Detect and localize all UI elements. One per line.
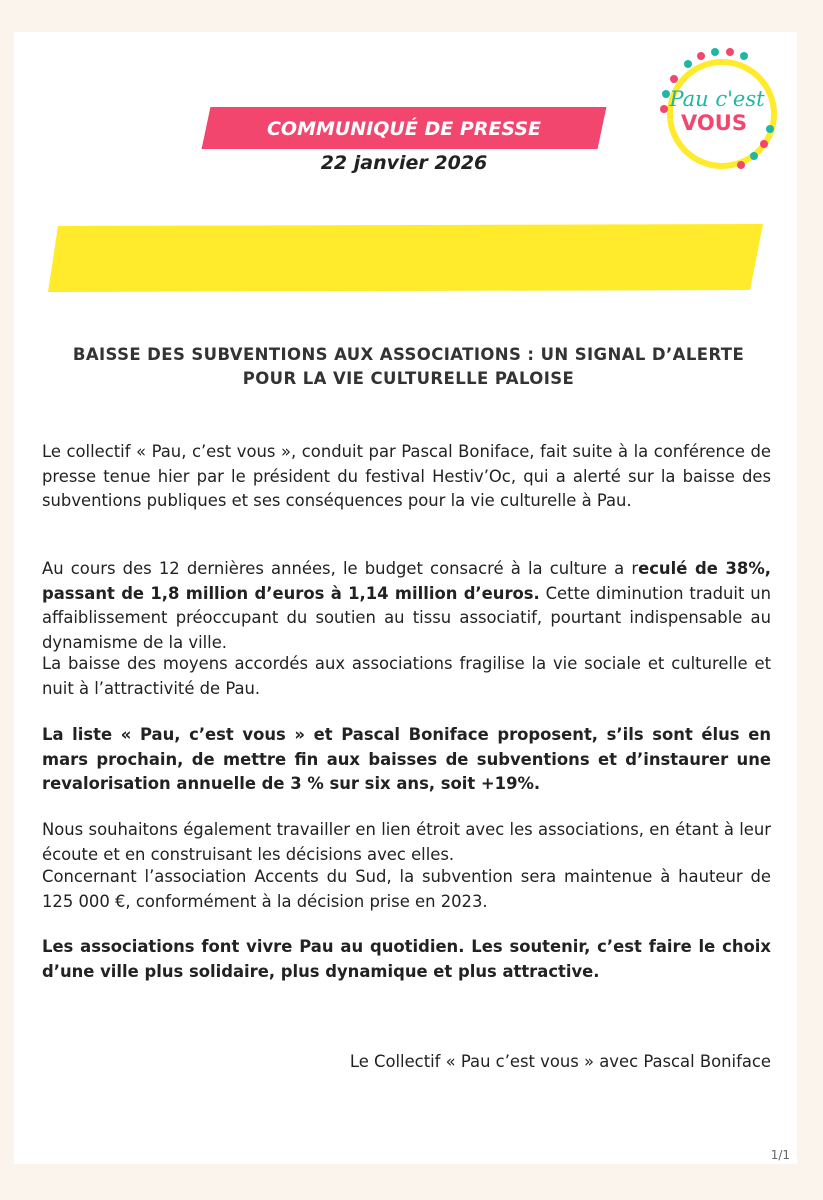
headline-line2: POUR LA VIE CULTURELLE PALOISE	[242, 369, 575, 388]
signature: Le Collectif « Pau c’est vous » avec Pascal Boniface	[349, 1052, 771, 1071]
headline-line1: BAISSE DES SUBVENTIONS AUX ASSOCIATIONS : UN SIGNAL D’ALERTE	[72, 345, 745, 364]
press-release-title: COMMUNIQUÉ DE PRESSE	[266, 118, 542, 140]
page-number: 1/1	[770, 1148, 790, 1162]
pau-cest-vous-logo	[650, 44, 785, 174]
logo-text-line2: VOUS	[681, 111, 747, 135]
headline	[50, 343, 767, 391]
press-release-date: 22 janvier 2026	[320, 152, 488, 174]
paragraph-conclusion: Les associations font vivre Pau au quotidien. Les soutenir, c’est faire le choix d’une ville plus solidaire, plus dynamique et plus attractive.	[42, 937, 771, 981]
paragraph-budget-part2: Cette diminution traduit un affaiblissement préoccupant du soutien au tissu associatif, pourtant indispensable au dynamisme de la ville.	[42, 583, 771, 652]
paragraph-proposal: La liste « Pau, c’est vous » et Pascal Boniface proposent, s’ils sont élus en mars prochain, de mettre fin aux baisses de subventions et d’instaurer une revalorisation annuelle de 3 % sur six ans, soit +19%.	[42, 725, 771, 793]
paragraph-intro: Le collectif « Pau, c’est vous », conduit par Pascal Boniface, fait suite à la conférence de presse tenue hier par le président du festival Hestiv’Oc, qui a alerté sur la baisse des subventions publiques et ses conséquences pour la vie culturelle à Pau.	[42, 442, 771, 510]
paragraph-budget	[42, 557, 771, 655]
yellow-highlight-bar	[48, 224, 763, 292]
paragraph-impact: La baisse des moyens accordés aux associations fragilise la vie sociale et culturelle et nuit à l’attractivité de Pau.	[42, 654, 771, 698]
paragraph-accents-du-sud: Concernant l’association Accents du Sud, la subvention sera maintenue à hauteur de 125 000 €, conformément à la décision prise en 2023.	[42, 867, 771, 911]
logo-text-line1: Pau c'est	[669, 87, 765, 111]
paragraph-collaboration: Nous souhaitons également travailler en lien étroit avec les associations, en étant à leur écoute et en construisant les décisions avec elles.	[42, 820, 771, 864]
paragraph-budget-highlight: eculé de 38%, passant de 1,8 million d’euros à 1,14 million d’euros.	[42, 559, 771, 603]
paragraph-budget-part1: Au cours des 12 dernières années, le budget consacré à la culture a r	[42, 559, 639, 578]
